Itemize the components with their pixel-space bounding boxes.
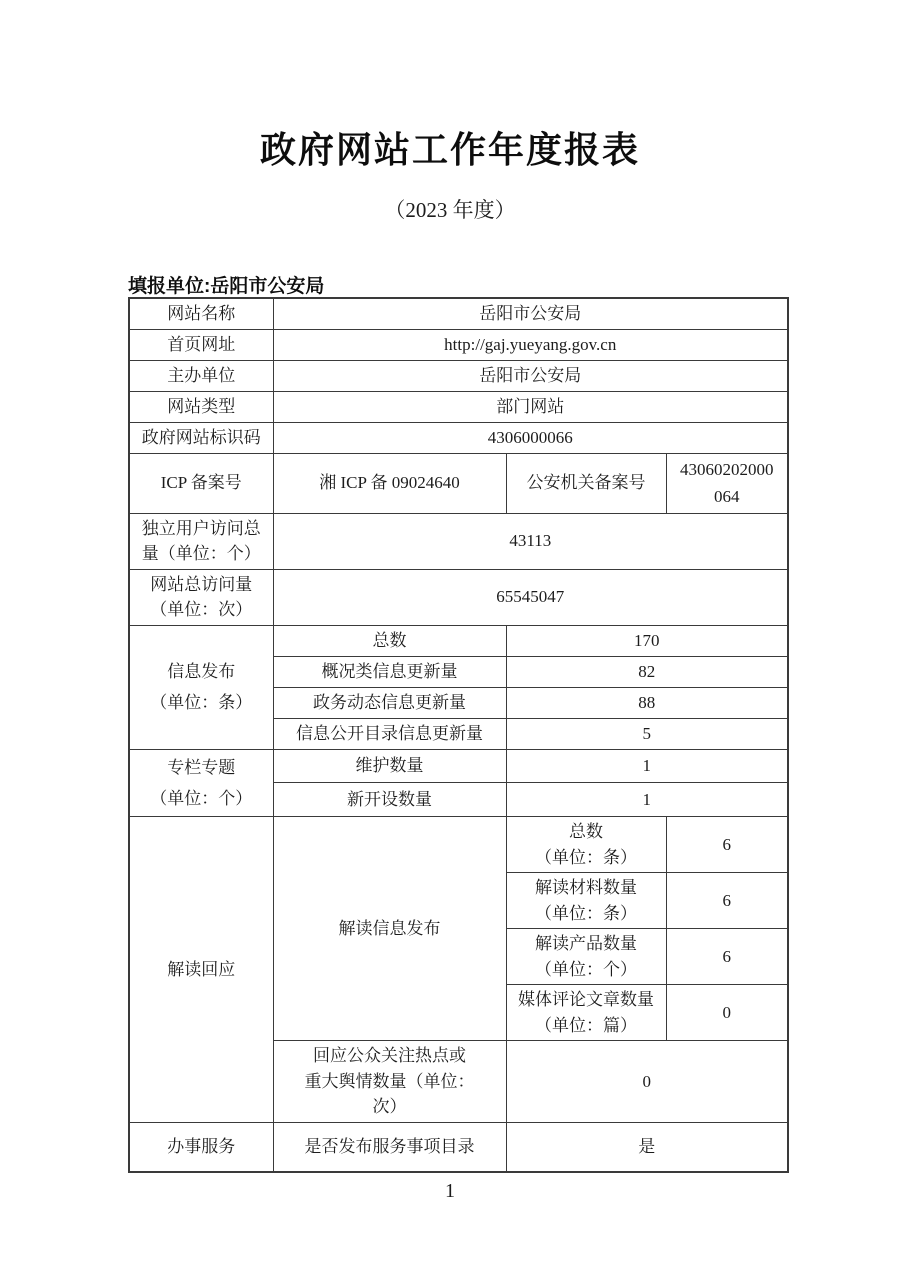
site-name-label: 网站名称 bbox=[129, 298, 273, 329]
site-type-value: 部门网站 bbox=[273, 391, 788, 422]
special-columns-item-label: 新开设数量 bbox=[273, 783, 506, 817]
site-name-value: 岳阳市公安局 bbox=[273, 298, 788, 329]
page-number: 1 bbox=[445, 1180, 455, 1202]
police-record-value: 43060202000064 bbox=[666, 453, 788, 513]
row-site-type bbox=[129, 391, 788, 422]
special-columns-section-label: 专栏专题 （单位：个） bbox=[129, 749, 273, 817]
special-columns-item-value: 1 bbox=[506, 783, 788, 817]
services-section-label: 办事服务 bbox=[129, 1122, 273, 1172]
home-url-value: http://gaj.yueyang.gov.cn bbox=[273, 329, 788, 360]
info-publish-item-label: 概况类信息更新量 bbox=[273, 656, 506, 687]
info-publish-item-label: 政务动态信息更新量 bbox=[273, 687, 506, 718]
info-publish-item-value: 82 bbox=[506, 656, 788, 687]
info-publish-item-label: 信息公开目录信息更新量 bbox=[273, 718, 506, 749]
row-special-columns-maintained bbox=[129, 749, 788, 783]
organizer-value: 岳阳市公安局 bbox=[273, 360, 788, 391]
info-publish-item-label: 总数 bbox=[273, 625, 506, 656]
annual-report-table bbox=[128, 297, 789, 1173]
info-publish-section-label: 信息发布 （单位：条） bbox=[129, 625, 273, 749]
row-total-visits bbox=[129, 569, 788, 625]
info-publish-item-value: 5 bbox=[506, 718, 788, 749]
page-title: 政府网站工作年度报表 bbox=[259, 129, 640, 170]
row-services-catalog bbox=[129, 1122, 788, 1172]
row-site-code bbox=[129, 422, 788, 453]
row-home-url bbox=[129, 329, 788, 360]
police-record-label: 公安机关备案号 bbox=[506, 453, 666, 513]
public-response-value: 0 bbox=[506, 1041, 788, 1123]
row-icp bbox=[129, 453, 788, 513]
row-info-publish-total bbox=[129, 625, 788, 656]
site-type-label: 网站类型 bbox=[129, 391, 273, 422]
unique-visitors-label: 独立用户访问总 量（单位：个） bbox=[129, 513, 273, 569]
total-visits-value: 65545047 bbox=[273, 569, 788, 625]
interpretation-item-value: 6 bbox=[666, 817, 788, 873]
info-publish-item-value: 170 bbox=[506, 625, 788, 656]
services-catalog-label: 是否发布服务事项目录 bbox=[273, 1122, 506, 1172]
organizer-label: 主办单位 bbox=[129, 360, 273, 391]
special-columns-item-label: 维护数量 bbox=[273, 749, 506, 783]
icp-label: ICP 备案号 bbox=[129, 453, 273, 513]
row-organizer bbox=[129, 360, 788, 391]
services-catalog-value: 是 bbox=[506, 1122, 788, 1172]
total-visits-label: 网站总访问量 （单位：次） bbox=[129, 569, 273, 625]
home-url-label: 首页网址 bbox=[129, 329, 273, 360]
info-publish-item-value: 88 bbox=[506, 687, 788, 718]
interpretation-item-value: 6 bbox=[666, 929, 788, 985]
interpretation-item-label: 总数 （单位：条） bbox=[506, 817, 666, 873]
interpretation-item-label: 解读材料数量 （单位：条） bbox=[506, 873, 666, 929]
row-site-name bbox=[129, 298, 788, 329]
special-columns-item-value: 1 bbox=[506, 749, 788, 783]
reporting-unit-line: 填报单位:岳阳市公安局 bbox=[128, 276, 325, 297]
interpretation-item-value: 6 bbox=[666, 873, 788, 929]
interpretation-item-value: 0 bbox=[666, 985, 788, 1041]
page-subtitle: （2023 年度） bbox=[384, 198, 516, 222]
interpretation-item-label: 媒体评论文章数量 （单位：篇） bbox=[506, 985, 666, 1041]
site-code-value: 4306000066 bbox=[273, 422, 788, 453]
interpretation-publish-label: 解读信息发布 bbox=[273, 817, 506, 1041]
row-unique-visitors bbox=[129, 513, 788, 569]
icp-value: 湘 ICP 备 09024640 bbox=[273, 453, 506, 513]
unique-visitors-value: 43113 bbox=[273, 513, 788, 569]
site-code-label: 政府网站标识码 bbox=[129, 422, 273, 453]
public-response-label: 回应公众关注热点或 重大舆情数量（单位： 次） bbox=[273, 1041, 506, 1123]
row-interpretation-total bbox=[129, 817, 788, 873]
interpretation-section-label: 解读回应 bbox=[129, 817, 273, 1123]
interpretation-item-label: 解读产品数量 （单位：个） bbox=[506, 929, 666, 985]
